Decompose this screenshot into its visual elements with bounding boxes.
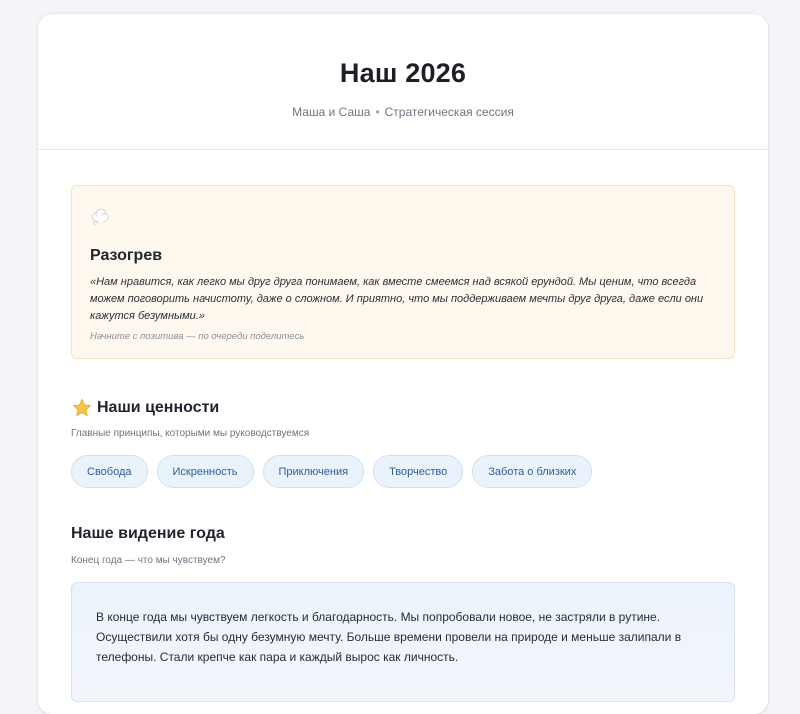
values-title: Наши ценности — [97, 399, 220, 416]
value-chip-care[interactable]: Забота о близких — [472, 455, 592, 488]
vision-text: В конце года мы чувствуем легкость и благодарность. Мы попробовали новое, не застряли в рутине. Осуществили хотя бы одну безумную мечту. Больше времени провели на природе и меньше залипали в телефоны. Стали крепче как пара и каждый вырос как личность. — [96, 610, 682, 664]
warmup-quote: «Нам нравится, как легко мы друг друга понимаем, как вместе смеемся над всякой ерундой. Мы ценим, что всегда можем поговорить начистоту, даже о сложном. И приятно, что мы поддерживаем мечты друг друга, даже если они кажутся безумными.» — [90, 276, 704, 322]
page-header — [38, 14, 768, 150]
page-title: Наш 2026 — [339, 58, 467, 88]
value-chip-adventure[interactable]: Приключения — [263, 455, 365, 488]
warmup-title: Разогрев — [90, 247, 163, 264]
vision-subtitle: Конец года — что мы чувствуем? — [71, 555, 226, 566]
star-icon — [71, 397, 93, 419]
warmup-hint: Начните с позитива — по очереди поделитесь — [90, 331, 305, 342]
session-label: Стратегическая сессия — [384, 105, 514, 119]
strategy-card — [38, 14, 768, 714]
vision-text-box[interactable] — [71, 582, 735, 702]
value-chip-freedom[interactable]: Свобода — [71, 455, 148, 488]
values-chip-list — [71, 455, 592, 488]
separator-dot: • — [375, 105, 380, 119]
values-subtitle: Главные принципы, которыми мы руководствуемся — [71, 428, 310, 439]
value-chip-sincerity[interactable]: Искренность — [157, 455, 254, 488]
cloud-icon — [90, 206, 110, 226]
value-chip-creativity[interactable]: Творчество — [373, 455, 463, 488]
page-subtitle — [38, 105, 768, 119]
warmup-section — [71, 185, 735, 359]
vision-title: Наше видение года — [71, 525, 225, 542]
participants-label: Маша и Саша — [292, 105, 371, 119]
values-heading — [71, 397, 219, 419]
